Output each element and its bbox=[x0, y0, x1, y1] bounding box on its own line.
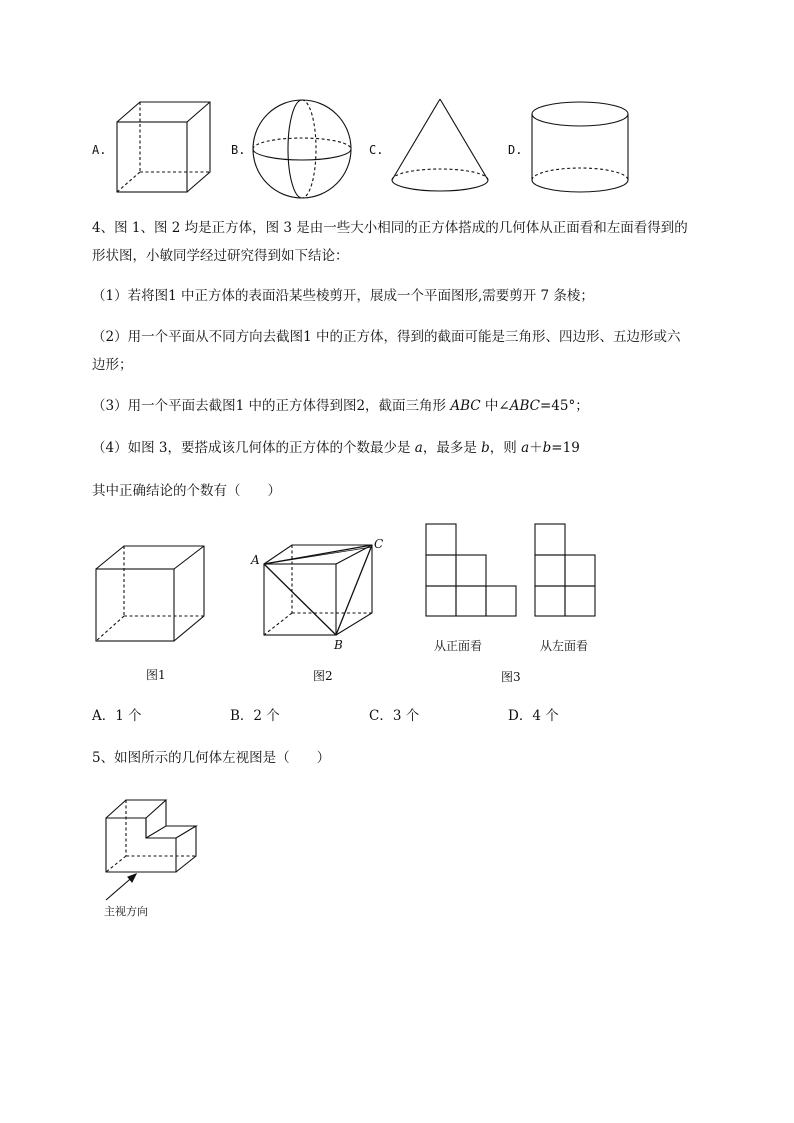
option-d-label[interactable]: D. bbox=[508, 143, 523, 157]
q4-conclusion-2b: 边形； bbox=[92, 357, 133, 373]
label-b: B bbox=[334, 638, 343, 652]
figure-3-front-view bbox=[425, 523, 520, 618]
label-a: A bbox=[251, 553, 260, 567]
cone-figure bbox=[390, 97, 494, 197]
q4-conclusion-1: （1）若将图1 中正方体的表面沿某些棱剪开，展成一个平面图形,需要剪开 7 条棱； bbox=[92, 288, 594, 304]
front-view-label: 从正面看 bbox=[434, 639, 483, 653]
view-direction-label: 主视方向 bbox=[104, 905, 148, 918]
label-c: C bbox=[374, 537, 384, 551]
q4-option-c[interactable]: C．3 个 bbox=[369, 708, 420, 724]
option-c-label[interactable]: C. bbox=[369, 143, 384, 157]
left-view-label: 从左面看 bbox=[540, 639, 589, 653]
q4-option-a[interactable]: A．1 个 bbox=[92, 708, 142, 724]
q4-question: 其中正确结论的个数有（ ） bbox=[92, 483, 281, 499]
sphere-figure bbox=[252, 96, 356, 200]
option-b-label[interactable]: B. bbox=[231, 143, 246, 157]
q4-conclusion-2a: （2）用一个平面从不同方向去截图1 中的正方体，得到的截面可能是三角形、四边形、五边形或六 bbox=[92, 329, 681, 345]
q4-conclusion-4: （4）如图 3，要搭成该几何体的正方体的个数最少是 a，最多是 b，则 a＋b=19 bbox=[92, 440, 580, 456]
q4-option-d[interactable]: D．4 个 bbox=[508, 708, 559, 724]
cylinder-figure bbox=[530, 100, 630, 198]
q5-text: 5、如图所示的几何体左视图是（ ） bbox=[92, 750, 331, 766]
figure-3-left-view bbox=[534, 523, 599, 618]
cube-figure bbox=[112, 100, 212, 195]
figure-3-caption: 图3 bbox=[501, 670, 521, 684]
figure-2-cube-section bbox=[262, 543, 387, 643]
q5-step-solid-figure bbox=[104, 798, 216, 908]
option-a-label[interactable]: A. bbox=[92, 143, 107, 157]
figure-1-cube bbox=[94, 544, 219, 644]
figure-2-caption: 图2 bbox=[313, 669, 333, 683]
q4-option-b[interactable]: B．2 个 bbox=[230, 708, 280, 724]
q4-conclusion-3: （3）用一个平面去截图1 中的正方体得到图2，截面三角形 ABC 中∠ABC=45°； bbox=[92, 398, 589, 414]
q4-line1: 4、图 1、图 2 均是正方体，图 3 是由一些大小相同的正方体搭成的几何体从正面看和左面看得到的 bbox=[92, 220, 688, 236]
q4-line2: 形状图，小敏同学经过研究得到如下结论： bbox=[92, 248, 349, 264]
figure-1-caption: 图1 bbox=[146, 668, 166, 682]
